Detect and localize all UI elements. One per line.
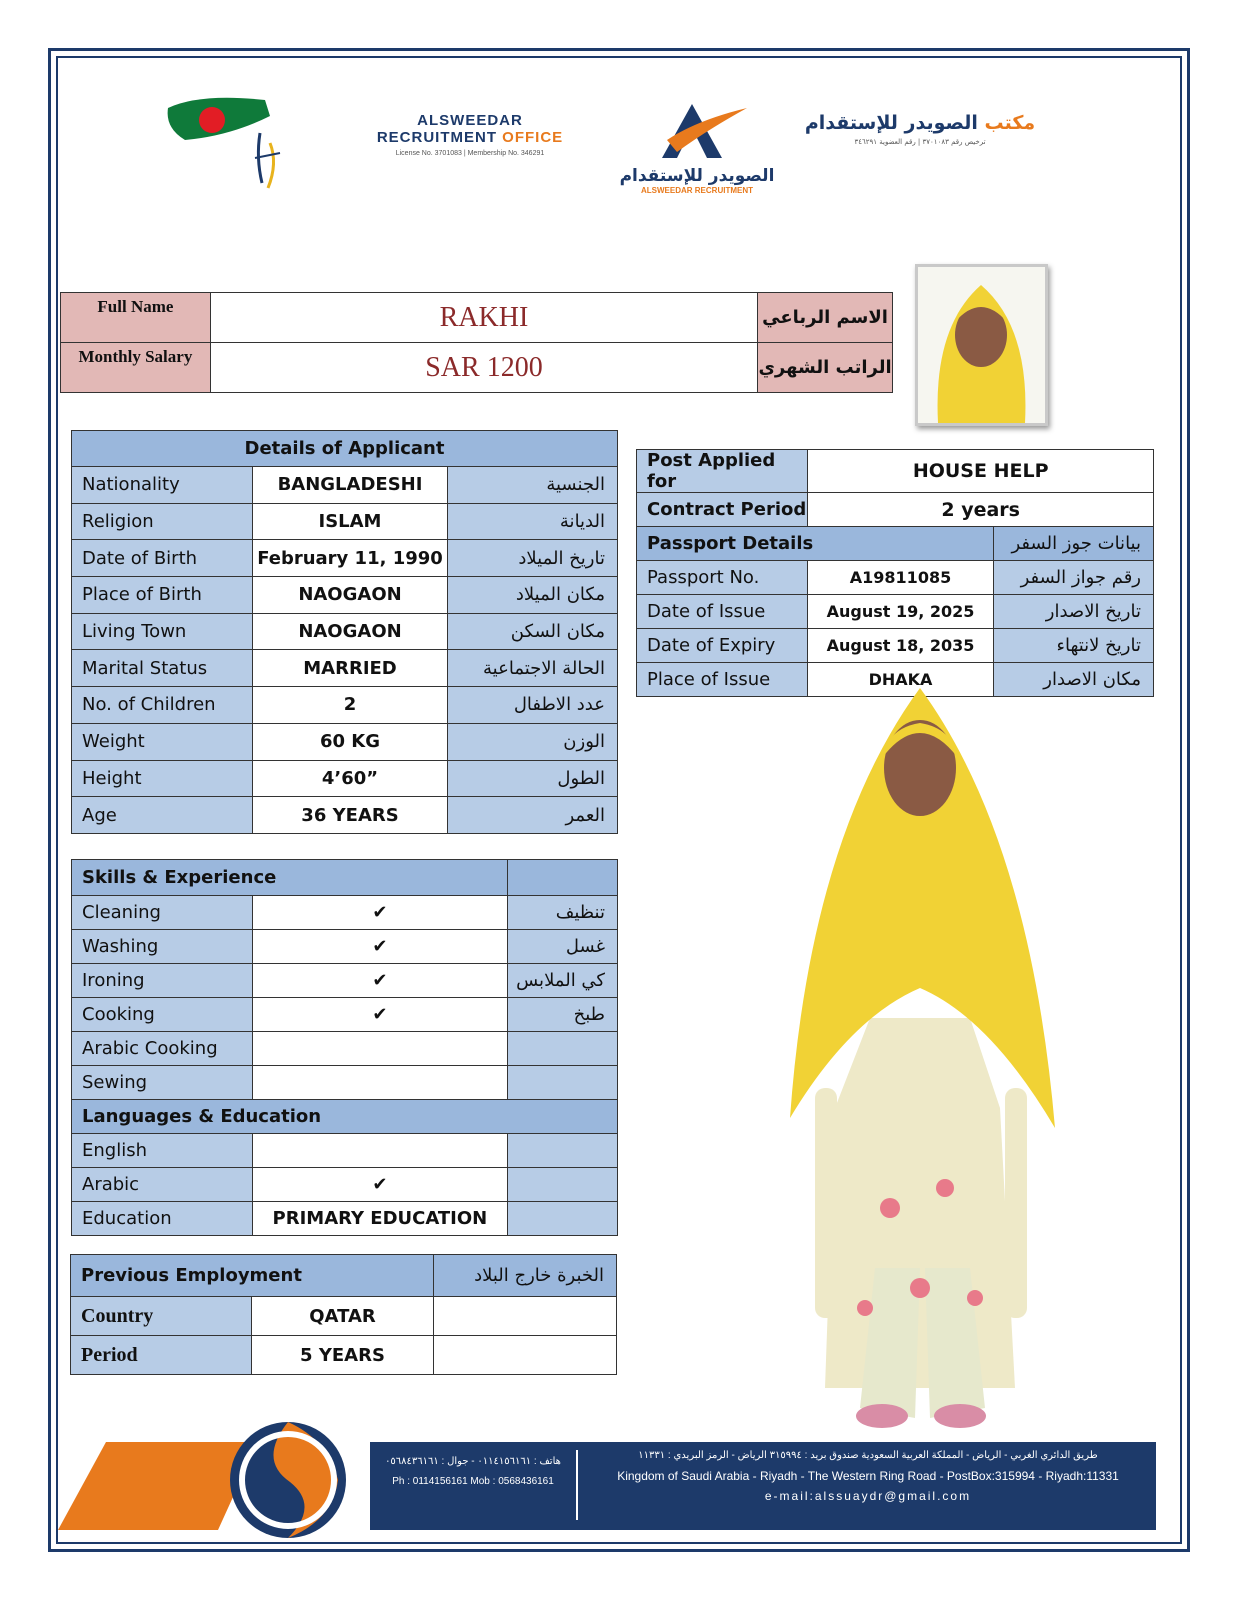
passport-field-label-ar: مكان الاصدار: [993, 663, 1153, 697]
skills-title: Skills & Experience: [72, 860, 508, 896]
applicant-field-label: Date of Birth: [72, 540, 253, 577]
skill-row-label-ar: تنظيف: [508, 896, 618, 930]
center-logo: [612, 100, 782, 210]
bangladesh-flag-logo: [160, 88, 300, 198]
applicant-field-label-ar: الطول: [448, 760, 618, 797]
identity-table: [60, 292, 893, 393]
applicant-field-label-ar: تاريخ الميلاد: [448, 540, 618, 577]
passport-field-label: Place of Issue: [637, 663, 808, 697]
center-logo-arabic: الصويدر للإستقدام: [619, 166, 775, 186]
skill-row: [72, 998, 618, 1032]
skill-row-value: [252, 1032, 507, 1066]
skill-row: [72, 1032, 618, 1066]
applicant-field-value: February 11, 1990: [253, 540, 448, 577]
skill-row-value: ✔: [252, 896, 507, 930]
employment-period-value: 5 YEARS: [252, 1336, 434, 1375]
footer-separator: [576, 1450, 578, 1520]
full-name-row: [61, 293, 893, 343]
center-logo-mark: [637, 100, 757, 162]
applicant-field-value: NAOGAON: [253, 613, 448, 650]
contract-row: [637, 493, 1154, 527]
salary-label: Monthly Salary: [61, 343, 211, 393]
office-logo-arabic: [800, 112, 1040, 146]
office-logo-arabic-title: [800, 112, 1040, 134]
passport-field-value: DHAKA: [808, 663, 993, 697]
post-value: HOUSE HELP: [808, 450, 1154, 493]
applicant-field-label: Nationality: [72, 467, 253, 504]
language-row: [72, 1168, 618, 1202]
passport-header-row: [637, 527, 1154, 561]
languages-header-row: [72, 1100, 618, 1134]
skill-row-label: Sewing: [72, 1066, 253, 1100]
applicant-field-label: Place of Birth: [72, 577, 253, 614]
salary-label-ar: الراتب الشهري: [758, 343, 893, 393]
skill-row: [72, 964, 618, 998]
passport-field-label-ar: رقم جواز السفر: [993, 561, 1153, 595]
applicant-row: [72, 467, 618, 504]
applicant-field-label: Weight: [72, 723, 253, 760]
applicant-row: [72, 723, 618, 760]
skill-row-label-ar: [508, 1032, 618, 1066]
language-row-label: English: [72, 1134, 253, 1168]
contract-value: 2 years: [808, 493, 1154, 527]
language-row-value: PRIMARY EDUCATION: [252, 1202, 507, 1236]
footer-logo-shapes: [58, 1420, 378, 1538]
skill-row-label: Arabic Cooking: [72, 1032, 253, 1066]
skill-row-label: Washing: [72, 930, 253, 964]
applicant-field-label-ar: مكان الميلاد: [448, 577, 618, 614]
office-logo-arabic-sub: ترخيص رقم ٣٧٠١٠٨٣ | رقم العضوية ٣٤٦٢٩١: [854, 138, 986, 146]
passport-row: [637, 561, 1154, 595]
office-logo-recruitment: RECRUITMENT: [376, 129, 503, 146]
applicant-field-label: Living Town: [72, 613, 253, 650]
footer-address-en: Kingdom of Saudi Arabia - Riyadh - The Western Ring Road - PostBox:315994 - Riyadh:11331: [617, 1469, 1119, 1483]
applicant-row: [72, 687, 618, 724]
passport-field-value: August 19, 2025: [808, 595, 993, 629]
office-logo-arabic-name: الصويدر للإستقدام: [804, 112, 978, 134]
language-row-label: Education: [72, 1202, 253, 1236]
passport-header: Passport Details: [637, 527, 994, 561]
applicant-row: [72, 613, 618, 650]
employment-period-label: Period: [71, 1336, 252, 1375]
footer-email: e-mail:alssuaydr@gmail.com: [764, 1489, 972, 1503]
skill-row: [72, 1066, 618, 1100]
applicant-portrait-photo: [915, 264, 1048, 426]
skills-title-blank: [508, 860, 618, 896]
employment-country-label: Country: [71, 1297, 252, 1336]
languages-title: Languages & Education: [72, 1100, 618, 1134]
skill-row-label: Cleaning: [72, 896, 253, 930]
passport-field-label-ar: تاريخ لانتهاء: [993, 629, 1153, 663]
skill-row-label: Cooking: [72, 998, 253, 1032]
full-name-value: RAKHI: [210, 293, 757, 343]
language-row-label-ar: [508, 1168, 618, 1202]
contract-label: Contract Period: [637, 493, 808, 527]
skills-table: [71, 859, 618, 1236]
passport-field-label-ar: تاريخ الاصدار: [993, 595, 1153, 629]
passport-field-value: August 18, 2035: [808, 629, 993, 663]
applicant-field-label-ar: الوزن: [448, 723, 618, 760]
employment-title: Previous Employment: [71, 1255, 434, 1297]
applicant-details-table: [71, 430, 618, 834]
language-row: [72, 1134, 618, 1168]
employment-country-blank: [434, 1297, 617, 1336]
post-passport-table: [636, 449, 1154, 697]
footer-phone-en: Ph : 0114156161 Mob : 0568436161: [392, 1476, 554, 1487]
language-row-label-ar: [508, 1134, 618, 1168]
applicant-row: [72, 577, 618, 614]
applicant-details-title: Details of Applicant: [72, 431, 618, 467]
footer-phone-ar: هاتف : ٠١١٤١٥٦١٦١ - جوال : ٠٥٦٨٤٣٦١٦١: [385, 1456, 561, 1467]
employment-table: [70, 1254, 617, 1375]
applicant-field-label: No. of Children: [72, 687, 253, 724]
passport-row: [637, 629, 1154, 663]
applicant-field-label: Religion: [72, 503, 253, 540]
skill-row-label-ar: غسل: [508, 930, 618, 964]
post-label: Post Applied for: [637, 450, 808, 493]
passport-row: [637, 595, 1154, 629]
applicant-field-value: MARRIED: [253, 650, 448, 687]
applicant-field-label: Age: [72, 797, 253, 834]
office-license-line: License No. 3701083 | Membership No. 346291: [395, 150, 545, 157]
applicant-field-label-ar: عدد الاطفال: [448, 687, 618, 724]
skill-row-value: ✔: [252, 964, 507, 998]
footer-address: [586, 1446, 1150, 1506]
employment-period-row: [71, 1336, 617, 1375]
footer-phone: [370, 1452, 576, 1492]
applicant-field-label: Marital Status: [72, 650, 253, 687]
skill-row-label-ar: [508, 1066, 618, 1100]
language-row-label-ar: [508, 1202, 618, 1236]
applicant-field-label: Height: [72, 760, 253, 797]
office-logo-arabic-word: مكتب: [977, 112, 1036, 134]
office-logo-line2: [360, 129, 580, 146]
footer-address-ar: طريق الدائري الغربي - الرياض - المملكة العربية السعودية صندوق بريد : ٣١٥٩٩٤ الرياض - الرمز البريدي : ١١٣٣١: [638, 1450, 1098, 1461]
skill-row-value: ✔: [252, 930, 507, 964]
applicant-row: [72, 760, 618, 797]
full-name-label-ar: الاسم الرباعي: [758, 293, 893, 343]
employment-period-blank: [434, 1336, 617, 1375]
center-logo-english: ALSWEEDAR RECRUITMENT: [641, 186, 753, 195]
passport-header-ar: بيانات جوز السفر: [993, 527, 1153, 561]
applicant-field-label-ar: الديانة: [448, 503, 618, 540]
skill-row: [72, 896, 618, 930]
language-row-value: [252, 1134, 507, 1168]
applicant-row: [72, 503, 618, 540]
applicant-full-body-photo: [770, 688, 1070, 1430]
applicant-row: [72, 540, 618, 577]
post-row: [637, 450, 1154, 493]
language-row: [72, 1202, 618, 1236]
applicant-field-value: 4’60”: [253, 760, 448, 797]
office-logo-english: [360, 112, 580, 157]
skill-row-value: ✔: [252, 998, 507, 1032]
employment-title-ar: الخبرة خارج البلاد: [434, 1255, 617, 1297]
applicant-field-value: BANGLADESHI: [253, 467, 448, 504]
applicant-field-value: 36 YEARS: [253, 797, 448, 834]
applicant-field-value: NAOGAON: [253, 577, 448, 614]
salary-row: [61, 343, 893, 393]
applicant-field-value: 2: [253, 687, 448, 724]
applicant-row: [72, 797, 618, 834]
salary-value: SAR 1200: [210, 343, 757, 393]
employment-country-row: [71, 1297, 617, 1336]
applicant-row: [72, 650, 618, 687]
office-logo-line1: ALSWEEDAR: [417, 112, 523, 129]
applicant-field-label-ar: الجنسية: [448, 467, 618, 504]
language-row-label: Arabic: [72, 1168, 253, 1202]
applicant-field-value: 60 KG: [253, 723, 448, 760]
passport-field-value: A19811085: [808, 561, 993, 595]
language-row-value: ✔: [252, 1168, 507, 1202]
skill-row-label-ar: كي الملابس: [508, 964, 618, 998]
full-name-label: Full Name: [61, 293, 211, 343]
footer-contact-bar: [370, 1442, 1156, 1530]
passport-field-label: Date of Expiry: [637, 629, 808, 663]
skill-row-value: [252, 1066, 507, 1100]
employment-country-value: QATAR: [252, 1297, 434, 1336]
page-footer: [58, 1420, 1156, 1538]
applicant-field-label-ar: العمر: [448, 797, 618, 834]
passport-field-label: Date of Issue: [637, 595, 808, 629]
skill-row-label: Ironing: [72, 964, 253, 998]
applicant-field-label-ar: مكان السكن: [448, 613, 618, 650]
skill-row: [72, 930, 618, 964]
passport-field-label: Passport No.: [637, 561, 808, 595]
office-logo-office: OFFICE: [502, 129, 564, 146]
applicant-field-label-ar: الحالة الاجتماعية: [448, 650, 618, 687]
skill-row-label-ar: طبخ: [508, 998, 618, 1032]
applicant-field-value: ISLAM: [253, 503, 448, 540]
